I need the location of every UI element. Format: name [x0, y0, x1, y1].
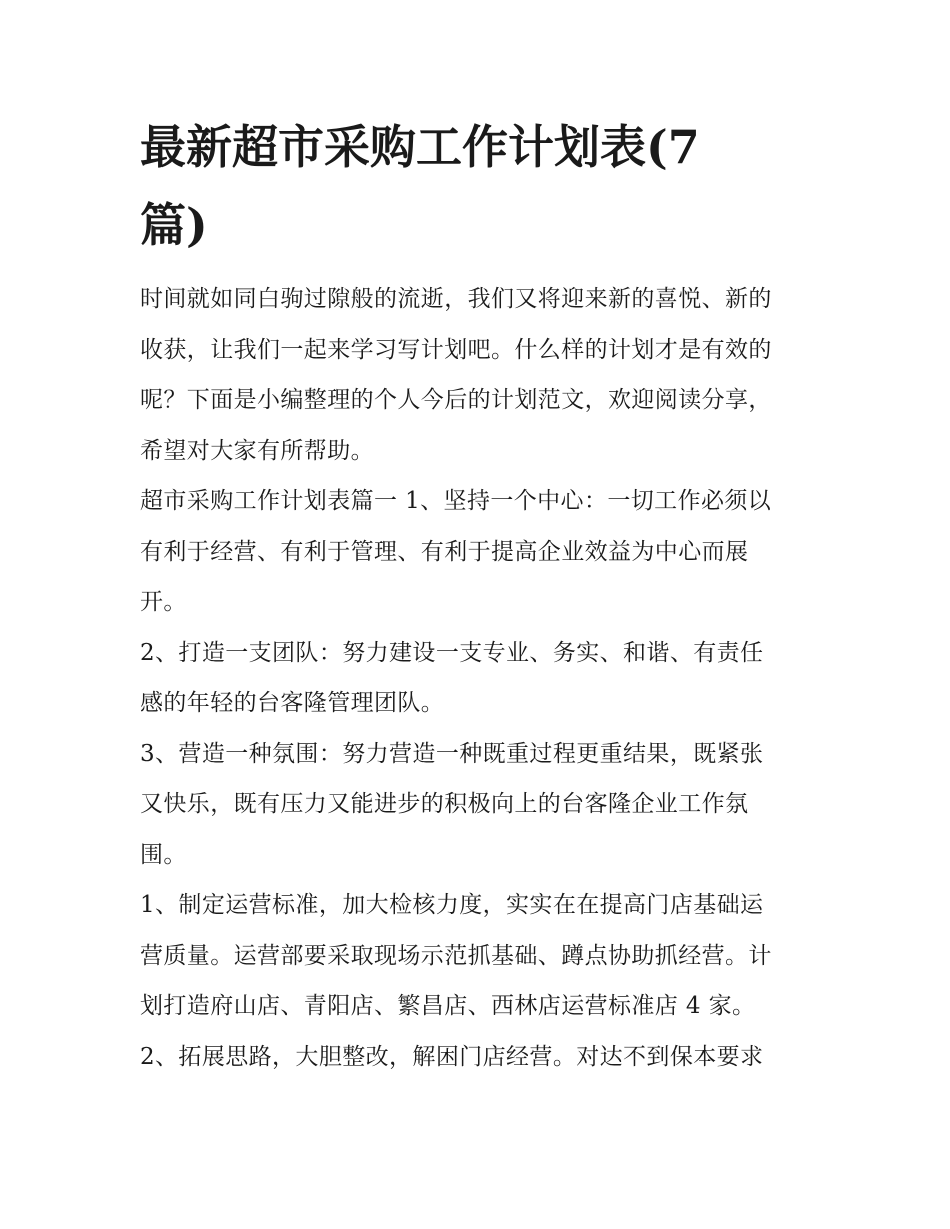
title-line: 最新超市采购工作计划表(7: [140, 120, 700, 174]
paragraph-line: 呢？下面是小编整理的个人今后的计划范文，欢迎阅读分享，: [140, 387, 772, 413]
paragraph-line: 又快乐，既有压力又能进步的积极向上的台客隆企业工作氛: [140, 791, 749, 817]
paragraph-line: 1、制定运营标准，加大检核力度，实实在在提高门店基础运: [140, 892, 764, 918]
paragraph-line: 希望对大家有所帮助。: [140, 437, 374, 464]
paragraph-line: 3、营造一种氛围：努力营造一种既重过程更重结果，既紧张: [140, 740, 764, 767]
paragraph-line: 围。: [140, 841, 187, 868]
paragraph-line: 有利于经营、有利于管理、有利于提高企业效益为中心而展: [140, 538, 749, 565]
paragraph-line: 收获，让我们一起来学习写计划吧。什么样的计划才是有效的: [140, 336, 772, 363]
paragraph-line: 时间就如同白驹过隙般的流逝，我们又将迎来新的喜悦、新的: [140, 286, 772, 312]
paragraph-line: 感的年轻的台客隆管理团队。: [140, 690, 445, 716]
document-body: [140, 274, 820, 1082]
paragraph-line: 2、拓展思路，大胆整改，解困门店经营。对达不到保本要求: [140, 1043, 764, 1070]
paragraph-line: 营质量。运营部要采取现场示范抓基础、蹲点协助抓经营。计: [140, 942, 772, 969]
paragraph-line: 划打造府山店、青阳店、繁昌店、西林店运营标准店 4 家。: [140, 993, 756, 1019]
paragraph-line: 超市采购工作计划表篇一 1、坚持一个中心：一切工作必须以: [140, 488, 772, 514]
title-line: 篇): [140, 198, 208, 252]
document-title: [140, 108, 820, 264]
paragraph-line: 2、打造一支团队：努力建设一支专业、务实、和谐、有责任: [140, 639, 764, 666]
paragraph-line: 开。: [140, 589, 187, 615]
